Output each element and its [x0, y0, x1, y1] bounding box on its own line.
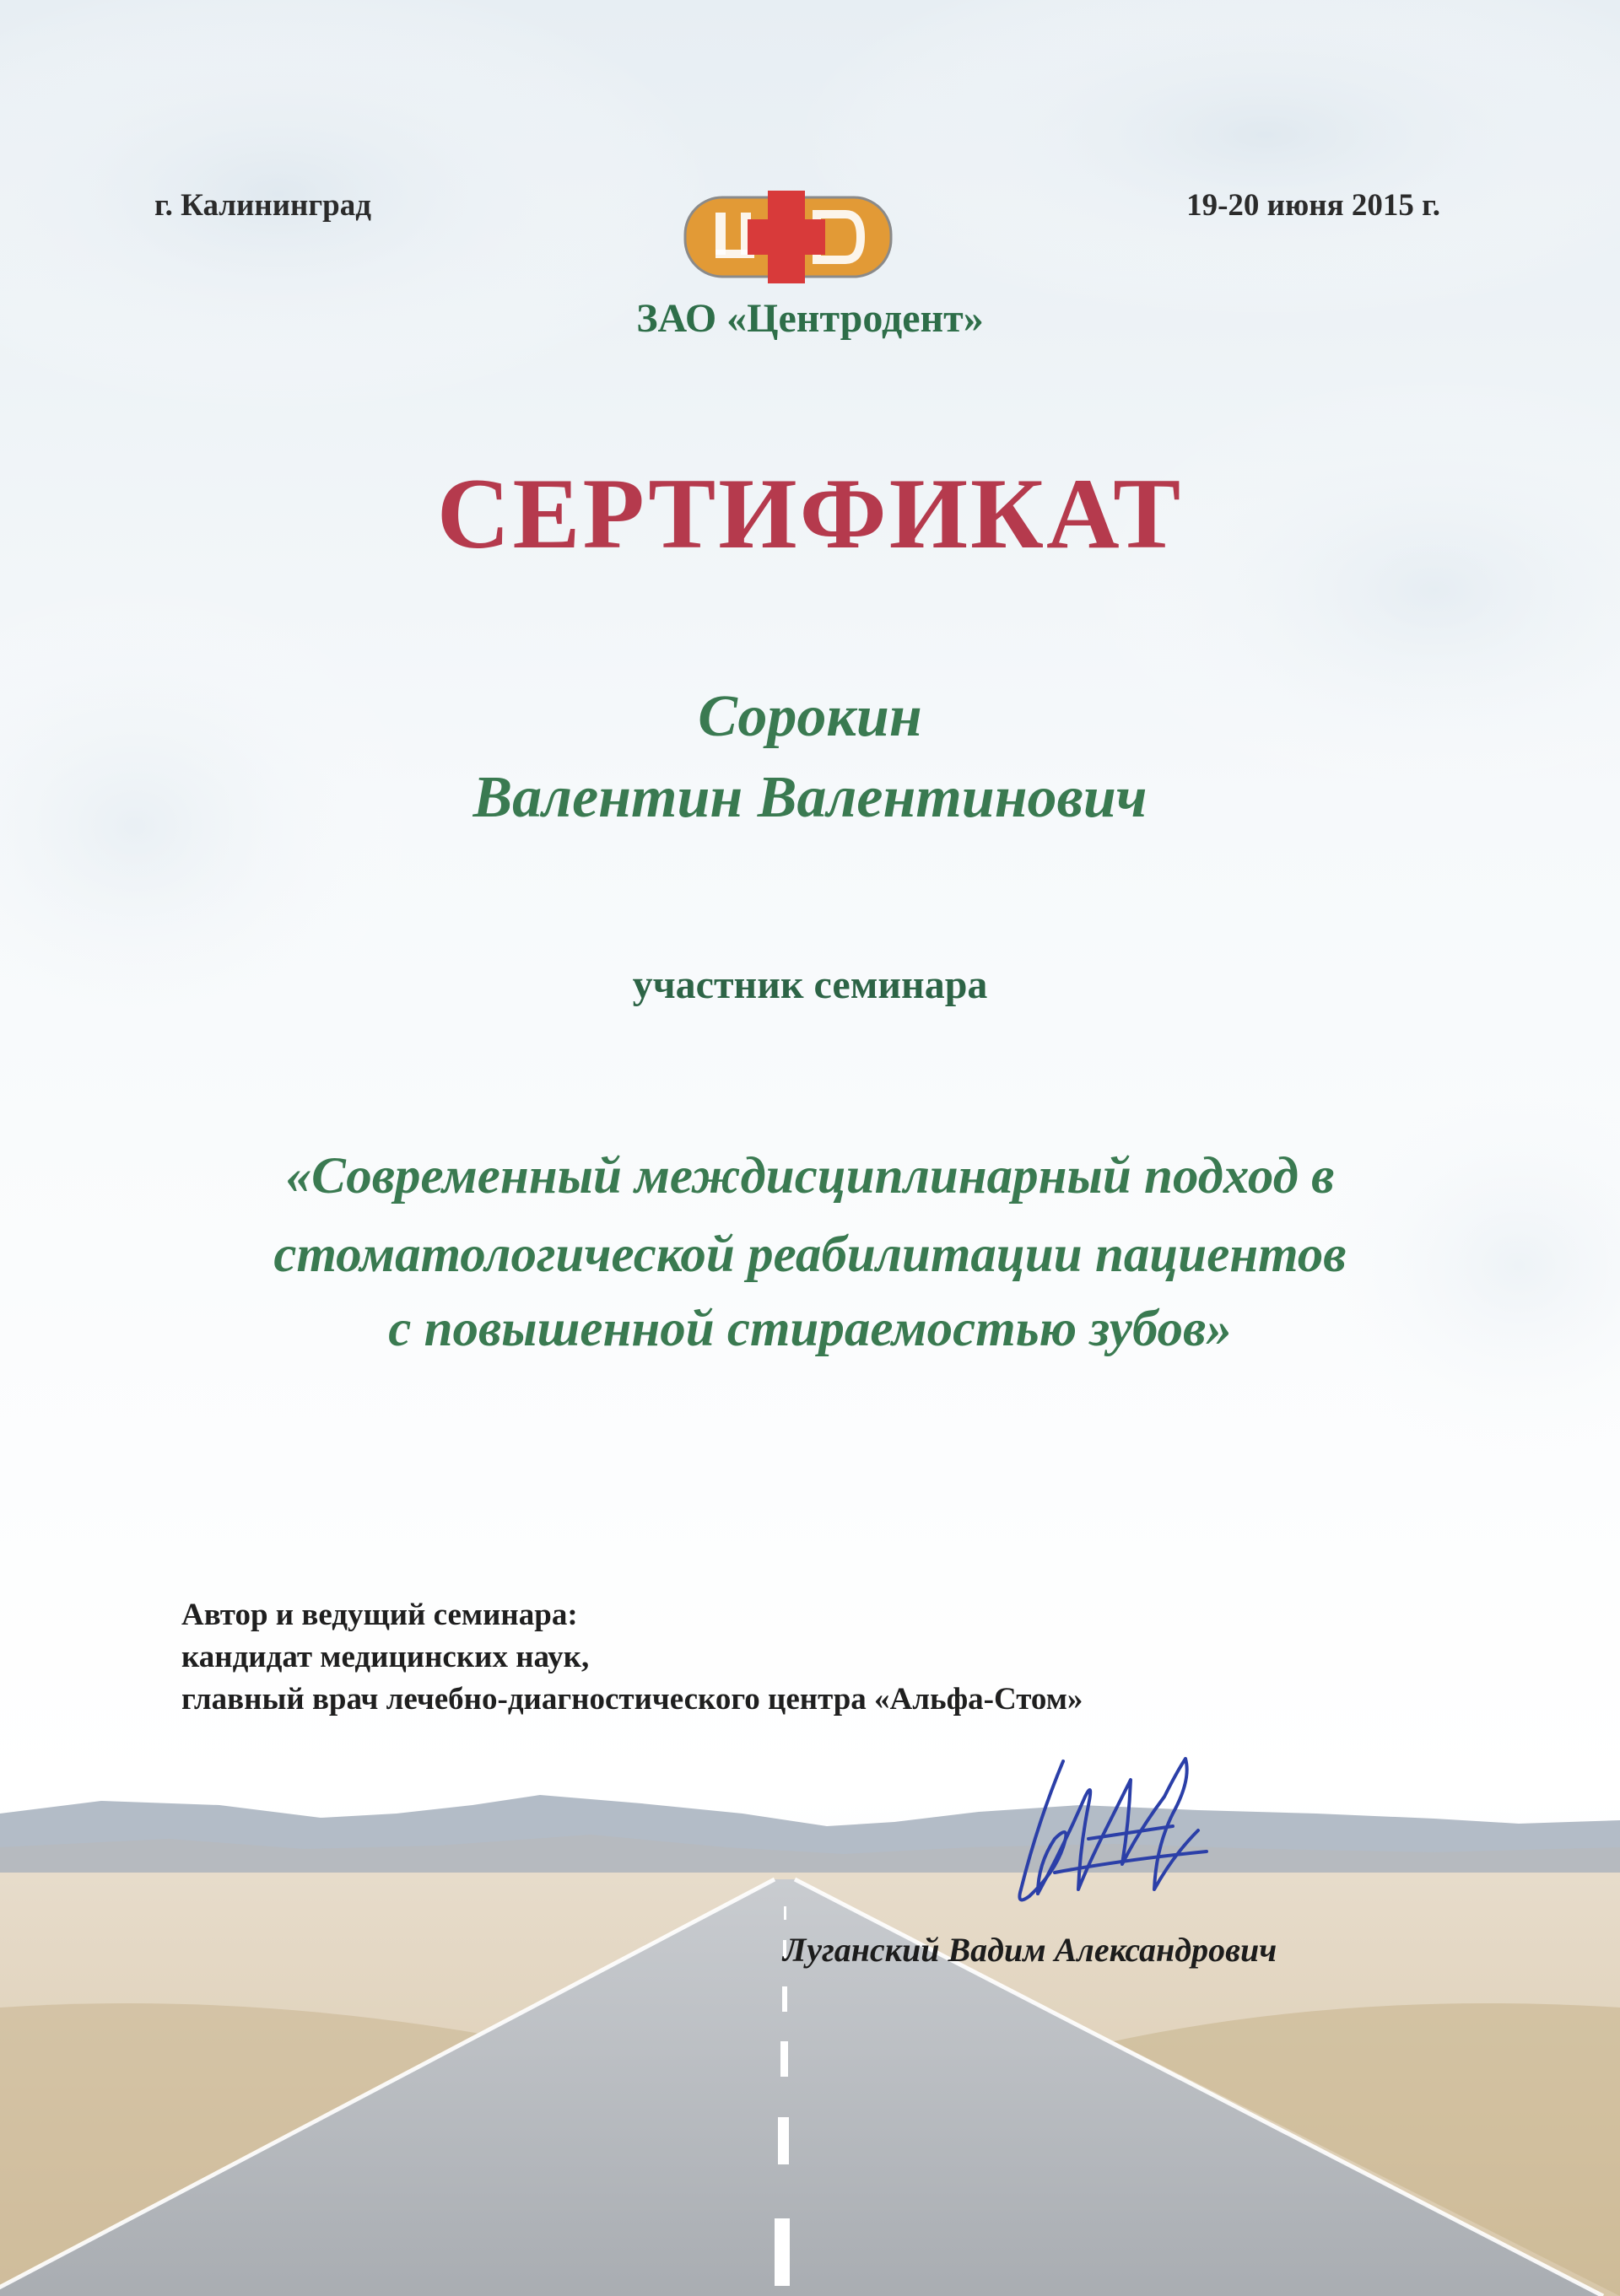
seminar-topic-line: «Современный междисциплинарный подход в — [285, 1148, 1335, 1205]
recipient-role: участник семинара — [632, 962, 988, 1007]
recipient-first-patronymic: Валентин Валентинович — [472, 765, 1148, 830]
author-degree: кандидат медицинских наук, — [181, 1640, 590, 1674]
recipient-last-name: Сорокин — [698, 684, 922, 749]
organization-name: ЗАО «Центродент» — [636, 296, 984, 341]
centrodent-logo — [680, 191, 899, 283]
seminar-topic-line: стоматологической реабилитации пациентов — [273, 1226, 1347, 1283]
seminar-topic-line: с повышенной стираемостью зубов» — [388, 1301, 1232, 1357]
handwritten-signature — [1004, 1746, 1223, 1915]
city-label: г. Калининград — [154, 188, 371, 223]
certificate-title: СЕРТИФИКАТ — [436, 457, 1184, 569]
signer-name: Луганский Вадим Александрович — [783, 1931, 1277, 1969]
author-position: главный врач лечебно-диагностического центра «Альфа-Стом» — [181, 1682, 1083, 1717]
author-heading: Автор и ведущий семинара: — [181, 1598, 578, 1632]
date-label: 19-20 июня 2015 г. — [1186, 188, 1440, 223]
